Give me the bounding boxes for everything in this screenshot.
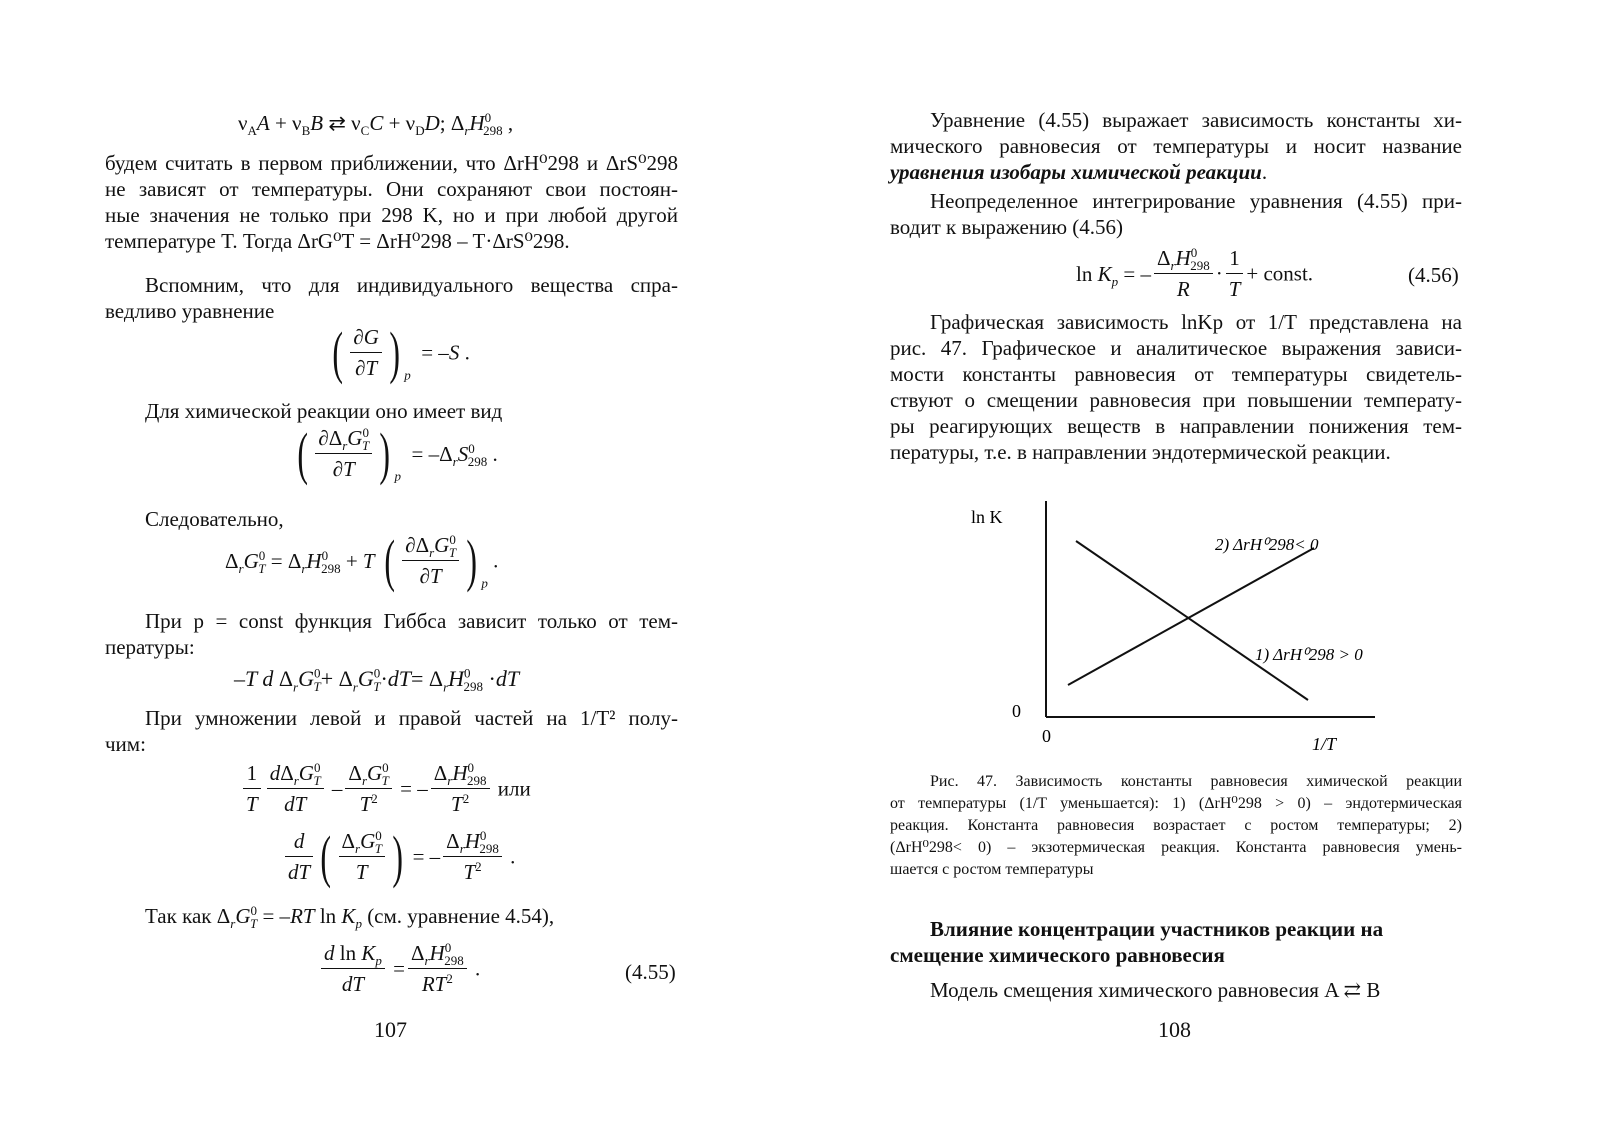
caption-line: Рис. 47. Зависимость константы равновесия химической реакции	[930, 773, 1462, 790]
text-line: мости константы равновесия от температуры свидетель-	[890, 362, 1462, 386]
period: .	[1261, 160, 1268, 184]
equation-dG-dT: ( $\frac{\partial G}{\partial T}$ ) $_p$ = –S .	[332, 319, 470, 385]
text-line: будем считать в первом приближении, что ΔrH⁰298 и ΔrS⁰298	[105, 151, 678, 175]
equation-derivative: $\frac{d}{dT}$ ( $\frac{\Delta_rG^0_T}{T}$ ) = – $\frac{\Delta_rH^0_{298}}{T^2}$ .	[282, 826, 515, 887]
text-line: ры реагирующих веществ в направлении понижения тем-	[890, 414, 1462, 438]
text-line: Графическая зависимость lnKp от 1/T представлена на	[930, 310, 1462, 334]
page-number: 107	[374, 1017, 407, 1042]
paragraph-2	[890, 188, 1462, 240]
right-page	[800, 0, 1600, 1131]
text-line: ствуют о смещении равновесия при повышении температу-	[890, 388, 1462, 412]
paragraph-3	[890, 309, 1462, 465]
text-line: пературы:	[105, 635, 195, 659]
paragraph-1	[105, 150, 678, 254]
equation-reference: (см. уравнение 4.54),	[367, 904, 555, 928]
figure-caption	[890, 771, 1462, 881]
y-zero-label: 0	[1012, 701, 1021, 721]
text-line	[890, 159, 1462, 185]
reaction-equation: $\nu_AA + \nu_BB$ ⇄ $\nu_CC + \nu_DD$; $\Delta_rH^0_{298}$ ,	[238, 110, 514, 139]
x-axis-label: 1/T	[1312, 734, 1337, 754]
page-number: 108	[1158, 1017, 1191, 1042]
equation-dGr-dT: ( $\frac{\partial\Delta_rG^0_T}{\partial T}$ ) $_p = -\Delta_rS^0_{298}$ .	[297, 420, 498, 486]
const-term: + const.	[1246, 261, 1314, 286]
caption-line: шается с ростом температуры	[890, 861, 1094, 878]
text-line: рис. 47. Графическое и аналитическое выражения зависи-	[890, 336, 1462, 360]
text-line: не зависят от температуры. Они сохраняют свои постоян-	[105, 177, 678, 201]
equation-multiplied: $\frac{1}{T}$ $\frac{d\Delta_rG^0_T}{dT}$ – $\frac{\Delta_rG^0_T}{T^2}$ = – $\frac{\Delta_rH^0_{298}}{T^2}$ или	[240, 758, 531, 819]
figure-47	[800, 495, 1600, 765]
text-line: При p = const функция Гиббса зависит только от тем-	[145, 609, 678, 633]
equation-455: $\frac{d \ln K_p}{dT}$ = $\frac{\Delta_rH^0_{298}}{RT^2}$ .	[318, 938, 480, 999]
text-line: температуре T. Тогда ΔrG⁰T = ΔrH⁰298 – T·ΔrS⁰298.	[105, 229, 570, 253]
heading-line: смещение химического равновесия	[890, 943, 1225, 967]
text-line: При умножении левой и правой частей на 1/T² полу-	[145, 706, 678, 730]
paragraph-5	[105, 608, 678, 660]
text-line: ные значения не только при 298 K, но и при любой другой	[105, 203, 678, 227]
paragraph-3: Для химической реакции оно имеет вид	[145, 399, 503, 423]
paragraph-7: Так как $\Delta_rG^0_T = -RT$ $\ln K_p$ (см. уравнение 4.54),	[145, 903, 555, 932]
section-heading	[890, 916, 1462, 968]
caption-line: реакция. Константа равновесия возрастает с ростом температуры; 2)	[890, 817, 1462, 834]
heading-line: Влияние концентрации участников реакции на	[930, 917, 1384, 941]
last-line: Модель смещения химического равновесия A ⇄ B	[930, 978, 1381, 1002]
text-line: чим:	[105, 732, 146, 756]
text-line: водит к выражению (4.56)	[890, 215, 1124, 239]
paragraph-6	[105, 705, 678, 757]
equation-number: (4.55)	[625, 960, 676, 984]
equation-456: $\ln K_p$ = – $\frac{\Delta_rH^0_{298}}{R}$ · $\frac{1}{T}$ + const.	[1076, 245, 1314, 301]
word-or: или	[497, 776, 531, 801]
text-line: Уравнение (4.55) выражает зависимость константы хи-	[930, 108, 1462, 132]
equation-gibbs-helmholtz: $\Delta_rG^0_T = \Delta_rH^0_{298} + T$ ( $\frac{\partial\Delta_rG^0_T}{\partial T}$ ) $_p$ .	[225, 527, 499, 593]
text-line: пературы, т.е. в направлении эндотермической реакции.	[890, 440, 1391, 464]
line-2-label: 2) ΔrH⁰298< 0	[1215, 535, 1319, 554]
term-isobar: уравнения изобары химической реакции	[890, 160, 1262, 184]
paragraph-4: Следовательно,	[145, 507, 284, 531]
line-2-exothermic	[1076, 541, 1308, 700]
equation-number: (4.56)	[1408, 263, 1459, 287]
text-line: Вспомним, что для индивидуального вещества спра-	[145, 273, 678, 297]
text-line: мического равновесия от температуры и носит название	[890, 134, 1462, 158]
text-line: ведливо уравнение	[105, 299, 275, 323]
caption-line: (ΔrH⁰298< 0) – экзотермическая реакция. Константа равновесия умень-	[890, 839, 1462, 856]
line-1-label: 1) ΔrH⁰298 > 0	[1255, 645, 1363, 664]
text-line: Неопределенное интегрирование уравнения (4.55) при-	[930, 189, 1462, 213]
x-zero-label: 0	[1042, 726, 1051, 746]
paragraph-1	[890, 107, 1462, 185]
caption-line: от температуры (1/T уменьшается): 1) (ΔrH⁰298 > 0) – эндотермическая	[890, 795, 1462, 812]
line-1-endothermic	[1068, 548, 1314, 685]
paragraph-2	[105, 272, 678, 324]
equation-differential: –T d $\Delta_rG^0_T+ \Delta_rG^0_T\cdot dT= \Delta_rH^0_{298} \cdot dT$	[234, 665, 520, 695]
y-axis-label: ln K	[971, 507, 1003, 527]
